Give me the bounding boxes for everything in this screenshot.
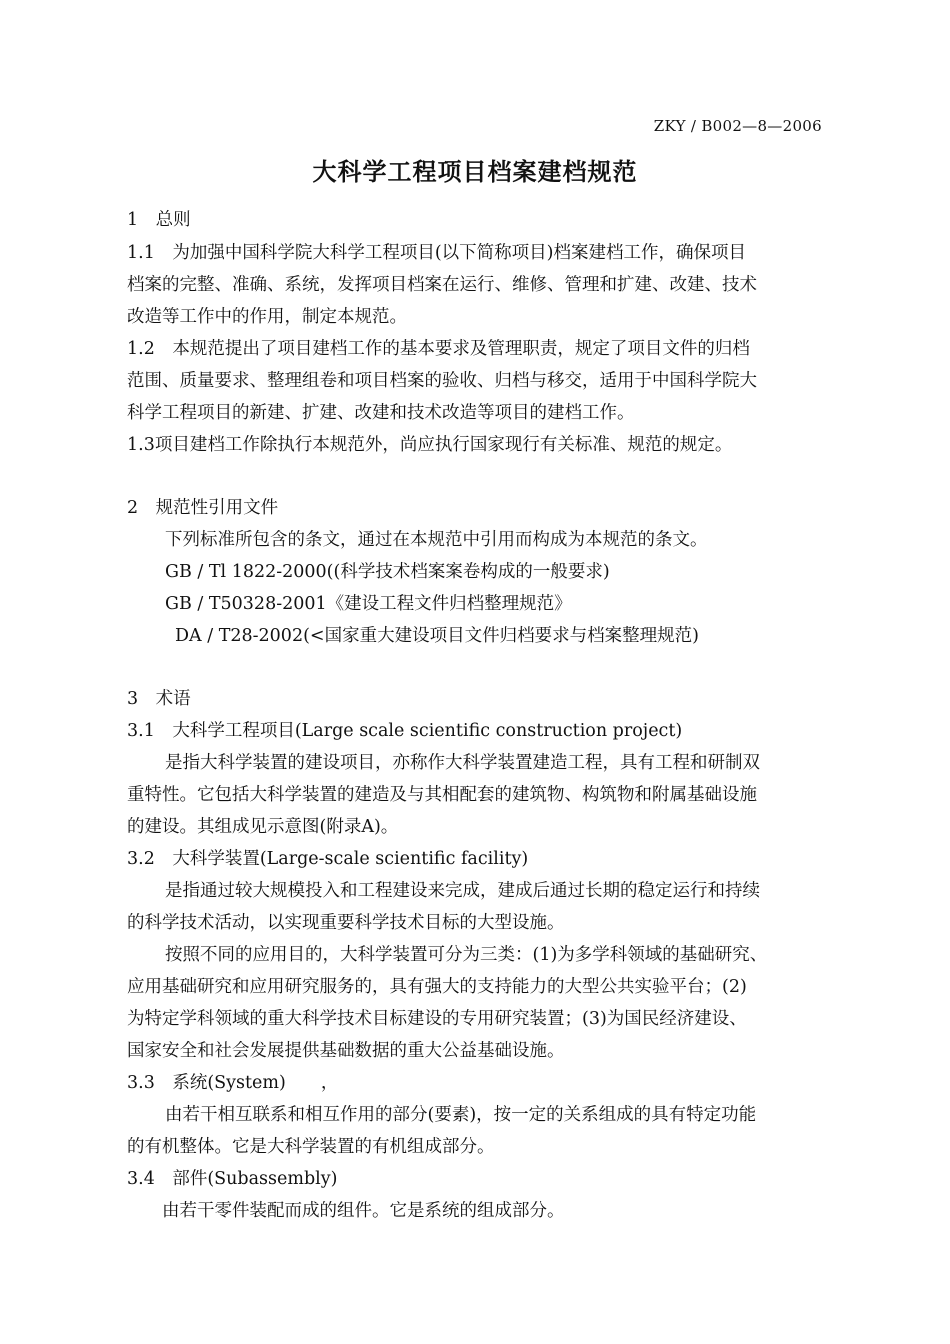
paragraph-line: 下列标准所包含的条文，通过在本规范中引用而构成为本规范的条文。 [165, 530, 708, 550]
paragraph-line: 国家安全和社会发展提供基础数据的重大公益基础设施。 [127, 1041, 565, 1061]
reference-item: GB / Tl 1822-2000((科学技术档案案卷构成的一般要求) [165, 562, 610, 582]
paragraph-line: 按照不同的应用目的，大科学装置可分为三类：(1)为多学科领域的基础研究、 [165, 945, 768, 965]
paragraph-line: 范围、质量要求、整理组卷和项目档案的验收、归档与移交，适用于中国科学院大 [127, 371, 757, 391]
paragraph-line: 是指大科学装置的建设项目，亦称作大科学装置建造工程，具有工程和研制双 [165, 753, 760, 773]
paragraph-line: 1.1 为加强中国科学院大科学工程项目(以下简称项目)档案建档工作，确保项目 [127, 243, 746, 263]
paragraph-line: 档案的完整、准确、系统，发挥项目档案在运行、维修、管理和扩建、改建、技术 [127, 275, 757, 295]
term-title: 3.2 大科学装置(Large-scale scientific facility) [127, 849, 529, 869]
term-title: 3.3 系统(System) ， [127, 1073, 339, 1093]
paragraph-line: 的有机整体。它是大科学装置的有机组成部分。 [127, 1137, 495, 1157]
paragraph-line: 改造等工作中的作用，制定本规范。 [127, 307, 407, 327]
paragraph-line: 为特定学科领域的重大科学技术目标建设的专用研究装置；(3)为国民经济建设、 [127, 1009, 747, 1029]
paragraph-line: 重特性。它包括大科学装置的建造及与其相配套的建筑物、构筑物和附属基础设施 [127, 785, 757, 805]
term-title: 3.4 部件(Subassembly) [127, 1169, 338, 1189]
section-heading-normative-references: 2 规范性引用文件 [127, 498, 279, 518]
document-title: 大科学工程项目档案建档规范 [312, 158, 638, 186]
paragraph-line: 1.3项目建档工作除执行本规范外，尚应执行国家现行有关标准、规范的规定。 [127, 435, 733, 455]
document-code: ZKY / B002—8—2006 [653, 117, 822, 135]
term-title: 3.1 大科学工程项目(Large scale scientific construction project) [127, 721, 683, 741]
section-heading-terms: 3 术语 [127, 689, 191, 709]
paragraph-line: 由若干零件装配而成的组件。它是系统的组成部分。 [162, 1201, 565, 1221]
paragraph-line: 的科学技术活动，以实现重要科学技术目标的大型设施。 [127, 913, 565, 933]
paragraph-line: 由若干相互联系和相互作用的部分(要素)，按一定的关系组成的具有特定功能 [165, 1105, 757, 1125]
reference-item: DA / T28-2002(<国家重大建设项目文件归档要求与档案整理规范) [175, 626, 699, 646]
paragraph-line: 1.2 本规范提出了项目建档工作的基本要求及管理职责，规定了项目文件的归档 [127, 339, 750, 359]
paragraph-line: 科学工程项目的新建、扩建、改建和技术改造等项目的建档工作。 [127, 403, 635, 423]
section-heading-general: 1 总则 [127, 210, 191, 230]
reference-item: GB / T50328-2001《建设工程文件归档整理规范》 [165, 594, 572, 614]
paragraph-line: 的建设。其组成见示意图(附录A)。 [127, 817, 399, 837]
paragraph-line: 是指通过较大规模投入和工程建设来完成，建成后通过长期的稳定运行和持续 [165, 881, 760, 901]
paragraph-line: 应用基础研究和应用研究服务的，具有强大的支持能力的大型公共实验平台；(2) [127, 977, 747, 997]
